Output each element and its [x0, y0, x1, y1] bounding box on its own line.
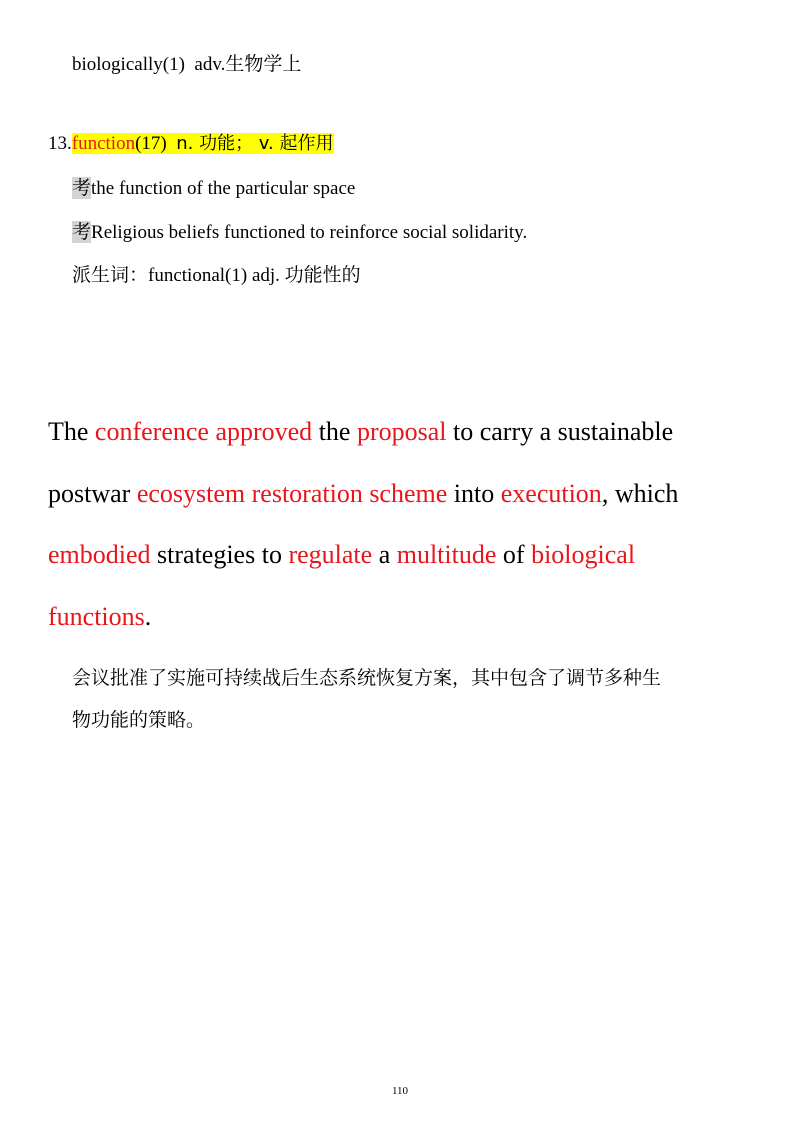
sentence-text: the — [312, 417, 357, 446]
translation-line-1: 会议批准了实施可持续战后生态系统恢复方案，其中包含了调节多种生 — [72, 667, 662, 689]
sentence-line — [48, 539, 635, 571]
keyword-phrase: execution — [500, 479, 602, 508]
translation-line-2: 物功能的策略。 — [72, 709, 206, 731]
derivative-label: 派生词： — [72, 264, 149, 286]
derivative-line — [72, 263, 361, 288]
entry-number: 13. — [48, 133, 72, 154]
sentence-text: strategies to — [150, 540, 289, 569]
example-line — [72, 220, 527, 245]
prev-entry-pos: adv. — [194, 54, 226, 75]
sentence-text: , which — [601, 479, 679, 508]
sentence-text: into — [447, 479, 501, 508]
keyword-phrase: embodied — [48, 540, 151, 569]
example-line — [72, 176, 355, 201]
example-text: the function of the particular space — [91, 178, 356, 199]
sentence-line — [48, 416, 673, 448]
sentence-text: postwar — [48, 479, 137, 508]
keyword-phrase: conference approved — [94, 417, 313, 446]
sentence-text: The — [48, 417, 95, 446]
keyword-phrase: proposal — [356, 417, 447, 446]
sentence-text: of — [496, 540, 532, 569]
sentence-line — [48, 601, 151, 633]
keyword-phrase: multitude — [396, 540, 497, 569]
sentence-text: a — [372, 540, 397, 569]
keyword-phrase: regulate — [288, 540, 373, 569]
entry-highlight — [72, 133, 334, 154]
entry-definition: n. 功能； v. 起作用 — [176, 133, 334, 154]
exam-tag: 考 — [72, 221, 92, 243]
keyword-phrase: biological — [531, 540, 636, 569]
entry-count: (17) — [135, 133, 167, 154]
prev-entry-line — [72, 52, 301, 77]
derivative-text: functional(1) adj. 功能性的 — [148, 265, 361, 286]
sentence-text: to carry a sustainable — [446, 417, 674, 446]
sentence-line — [48, 478, 678, 510]
example-text: Religious beliefs functioned to reinforce social solidarity. — [91, 222, 528, 243]
prev-entry-word: biologically(1) — [72, 54, 185, 75]
entry-headword: function — [71, 133, 136, 154]
sentence-text: . — [144, 602, 152, 631]
keyword-phrase: functions — [48, 602, 145, 631]
prev-entry-meaning: 生物学上 — [225, 53, 302, 75]
page-number: 110 — [391, 1085, 409, 1097]
entry-header — [48, 132, 334, 156]
exam-tag: 考 — [72, 177, 92, 199]
keyword-phrase: ecosystem restoration scheme — [136, 479, 448, 508]
